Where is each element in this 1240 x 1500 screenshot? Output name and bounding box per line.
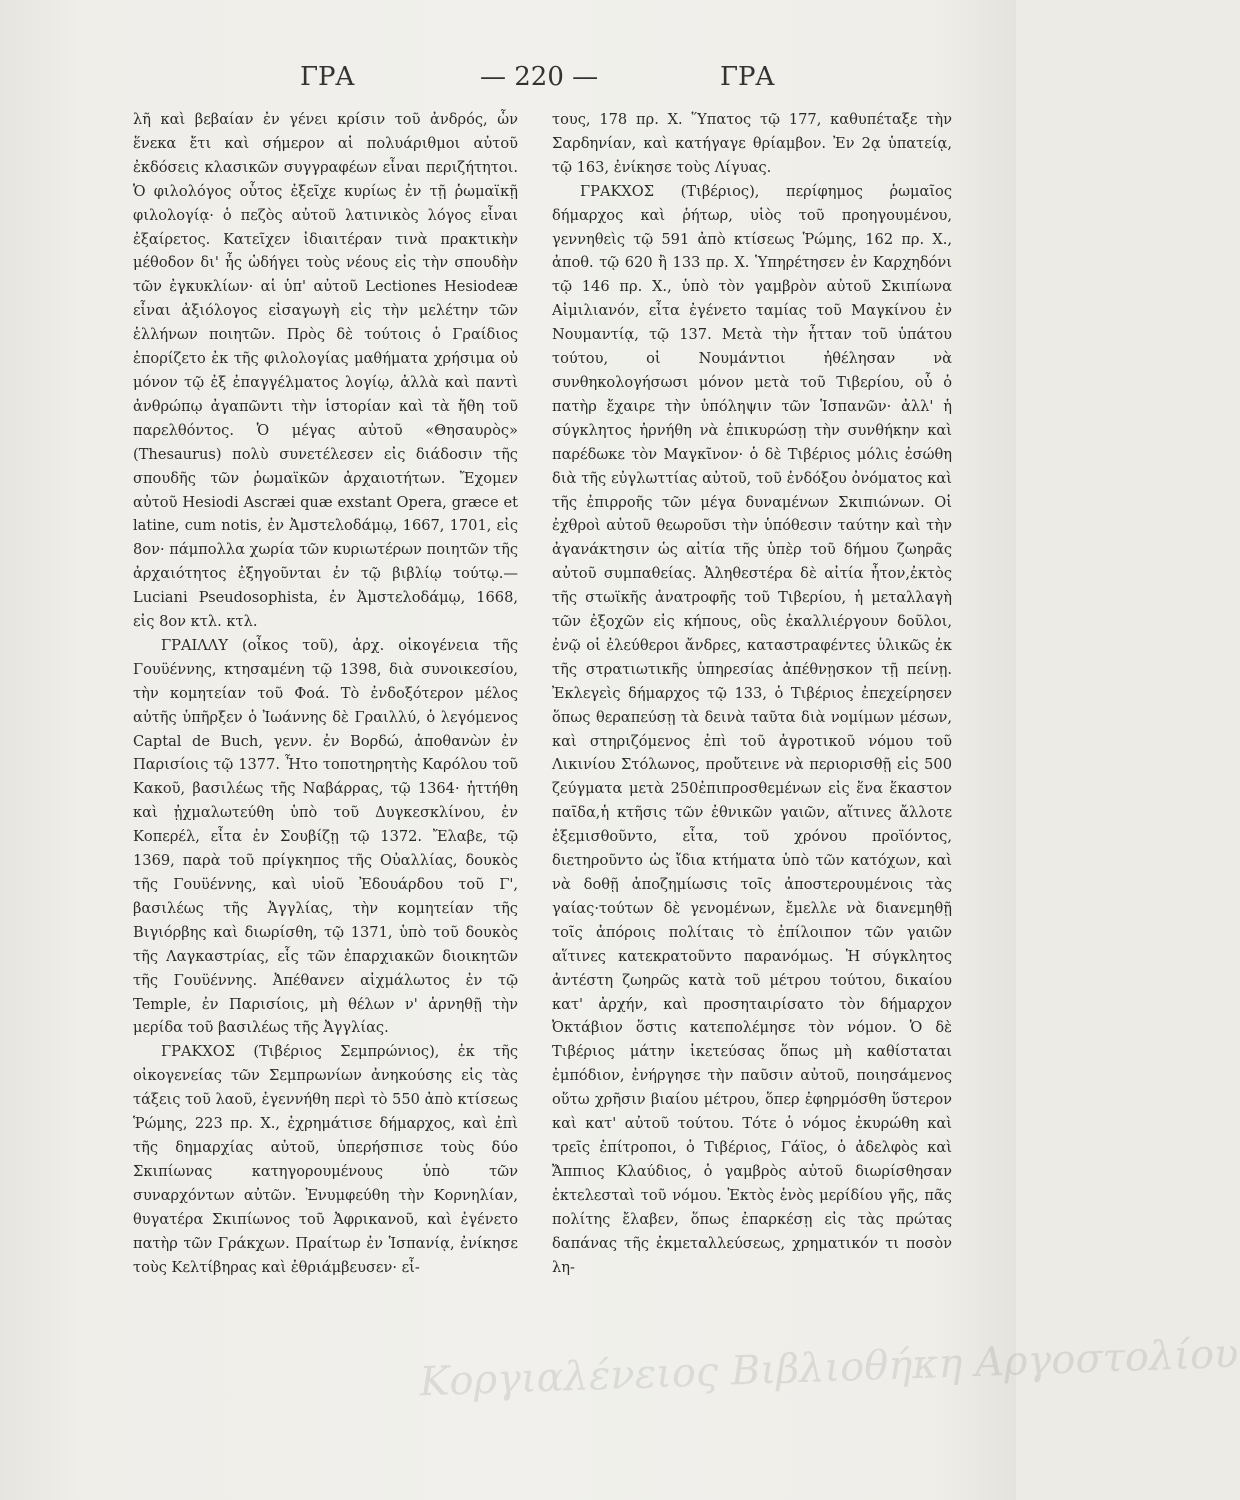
entry-continuation: λῆ καὶ βεβαίαν ἐν γένει κρίσιν τοῦ ἀνδρός, ὧν ἕνεκα ἔτι καὶ σήμερον αἱ πολυάριθμοι αὐτοῦ ἐκδόσεις κλασικῶν συγγραφέων εἶναι περιζήτητοι. Ὁ φιλολόγος οὗτος ἐξεῖχε κυρίως ἐν τῇ ῥωμαϊκῇ φιλολογίᾳ· ὁ πεζὸς αὐτοῦ λατινικὸς λόγος εἶναι ἐξαίρετος. Κατεῖχεν ἰδιαιτέραν τινὰ πρακτικὴν μέθοδον δι' ἧς ὡδήγει τοὺς νέους εἰς τὴν σπουδὴν τῶν ἐγκυκλίων· αἱ ὑπ' αὐτοῦ Lectiones Hesiodeæ εἶναι ἀξιόλογος εἰσαγωγὴ εἰς τὴν μελέτην τῶν ἑλλήνων ποιητῶν. Πρὸς δὲ τούτοις ὁ Γραίδιος ἐπορίζετο ἐκ τῆς φιλολογίας μαθήματα χρήσιμα οὐ μόνον τῷ ἐξ ἐπαγγέλματος λογίῳ, ἀλλὰ καὶ παντὶ ἀνθρώπῳ ἀγαπῶντι τὴν ἱστορίαν καὶ τὰ ἤθη τοῦ παρελθόντος. Ὁ μέγας αὐτοῦ «Θησαυρὸς» (Thesaurus) πολὺ συνετέλεσεν εἰς διάδοσιν τῆς σπουδῆς τῶν ῥωμαϊκῶν ἀρχαιοτήτων. Ἔχομεν αὐτοῦ Hesiodi Ascræi quæ exstant Opera, græce et latine, cum notis, ἐν Ἀμστελοδάμῳ, 1667, 1701, εἰς 8ον· πάμπολλα χωρία τῶν κυριωτέρων ποιητῶν τῆς ἀρχαιότητος ἐξηγοῦνται ἐν τῷ βιβλίῳ τούτῳ.— Luciani Pseudosophista, ἐν Ἀμστελοδάμῳ, 1668, εἰς 8ον κτλ. κτλ. (133, 111, 518, 631)
column-divider (534, 108, 535, 1428)
entry-grakchos-tiberios: ΓΡΑΚΧΟΣ (Τιβέριος), περίφημος ῥωμαῖος δήμαρχος καὶ ῥήτωρ, υἱὸς τοῦ προηγουμένου, γεννηθεὶς τῷ 591 ἀπὸ κτίσεως Ῥώμης, 162 πρ. Χ., ἀποθ. τῷ 620 ἢ 133 πρ. Χ. Ὑπηρέτησεν ἐν Καρχηδόνι τῷ 146 πρ. Χ., ὑπὸ τὸν γαμβρὸν αὐτοῦ Σκιπίωνα Αἰμιλιανόν, εἶτα ἐγένετο ταμίας τοῦ Μαγκίνου ἐν Νουμαντίᾳ, τῷ 137. Μετὰ τὴν ἧτταν τοῦ ὑπάτου τούτου, οἱ Νουμάντιοι ἠθέλησαν νὰ συνθηκολογήσωσι μόνον μετὰ τοῦ Τιβερίου, οὗ ὁ πατὴρ ἔχαιρε τὴν ὑπόληψιν τῶν Ἱσπανῶν· ἀλλ' ἡ σύγκλητος ἠρνήθη νὰ ἐπικυρώσῃ τὴν συνθήκην καὶ παρέδωκε τὸν Μαγκῖνον· ὁ δὲ Τιβέριος μόλις ἐσώθη διὰ τῆς εὐγλωττίας αὐτοῦ, τοῦ ἐνδόξου ὀνόματος καὶ τῆς ἐπιρροῆς τῶν μέγα δυναμένων Σκιπιώνων. Οἱ ἐχθροὶ αὐτοῦ θεωροῦσι τὴν ὑπόθεσιν ταύτην καὶ τὴν ἀγανάκτησιν ὡς αἰτία τῆς ὑπὲρ τοῦ δήμου ζωηρᾶς αὐτοῦ συμπαθείας. Ἀληθεστέρα δὲ αἰτία ἦτον,ἐκτὸς τῆς στωϊκῆς ἀνατροφῆς τοῦ Τιβερίου, ἡ μεταλλαγὴ τῶν ἐξοχῶν εἰς κήπους, οὓς ἐκαλλιέργουν δοῦλοι, ἐνῷ οἱ ἐλεύθεροι ἄνδρες, καταστραφέντες ὑλικῶς ἐκ τῆς στρατιωτικῆς ὑπηρεσίας ἀπέθνῃσκον τῇ πείνῃ. Ἐκλεγεὶς δήμαρχος τῷ 133, ὁ Τιβέριος ἐπεχείρησεν ὅπως θεραπεύσῃ τὰ δεινὰ ταῦτα διὰ νομίμων μέσων, καὶ στηριζόμενος ἐπὶ τοῦ ἀγροτικοῦ νόμου τοῦ Λικινίου Στόλωνος, προὔτεινε νὰ περιορισθῇ εἰς 500 ζεύγματα μετὰ 250ἐπιπροσθεμένων εἰς ἕνα ἕκαστον παῖδα,ἡ κτῆσις τῶν ἐθνικῶν γαιῶν, αἵτινες ἄλλοτε ἐξεμισθοῦντο, εἶτα, τοῦ χρόνου προϊόντος, διετηροῦντο ὡς ἴδια κτήματα ὑπὸ τῶν κατόχων, καὶ νὰ δοθῇ ἀποζημίωσις τοῖς ἀποστερουμένοις τὰς γαίας·τούτων δὲ γενομένων, ἔμελλε νὰ διανεμηθῇ τοῖς ἀπόροις πολίταις τὸ ἐπίλοιπον τῶν γαιῶν αἵτινες κατεκρατοῦντο παρανόμως. Ἡ σύγκλητος ἀντέστη ζωηρῶς κατὰ τοῦ μέτρου τούτου, δικαίου κατ' ἀρχήν, καὶ προσηταιρίσατο τὸν δήμαρχον Ὀκτάβιον ὅστις κατεπολέμησε τὸν νόμον. Ὁ δὲ Τιβέριος μάτην ἱκετεύσας ὅπως μὴ καθίσταται ἐμπόδιον, ἐνήργησε τὴν παῦσιν αὐτοῦ, ποιησάμενος οὕτω χρῆσιν βιαίου μέτρου, ὅπερ ἐφηρμόσθη ὕστερον καὶ κατ' αὐτοῦ τούτου. Τότε ὁ νόμος ἐκυρώθη καὶ τρεῖς ἐπίτροποι, ὁ Τιβέριος, Γάϊος, ὁ ἀδελφὸς καὶ Ἄππιος Κλαύδιος, ὁ γαμβρὸς αὐτοῦ διωρίσθησαν ἐκτελεσταὶ τοῦ νόμου. Ἐκτὸς ἑνὸς μερίδίου γῆς, πᾶς πολίτης ἔλαβεν, ὅπως ἐπαρκέσῃ εἰς τὰς πρώτας δαπάνας τῆς ἐκμεταλλεύσεως, χρηματικόν τι ποσὸν λη- (552, 182, 952, 1276)
running-head-left: ΓΡΑ (300, 62, 355, 92)
entry-continuation-right: τους, 178 πρ. Χ. Ὕπατος τῷ 177, καθυπέταξε τὴν Σαρδηνίαν, καὶ κατήγαγε θρίαμβον. Ἐν 2ᾳ ὑπατείᾳ, τῷ 163, ἐνίκησε τοὺς Λίγυας. (552, 111, 952, 176)
page-header (120, 62, 920, 102)
page-number: — 220 — (480, 62, 599, 92)
running-head-right: ΓΡΑ (720, 62, 775, 92)
library-watermark: Κοργιαλένειος Βιβλιοθήκη Αργοστολίου (418, 1330, 1240, 1406)
entry-graillu: ΓΡΑΙΛΛΥ (οἶκος τοῦ), ἀρχ. οἰκογένεια τῆς Γουϋέννης, κτησαμένη τῷ 1398, διὰ συνοικεσίου, τὴν κομητείαν τοῦ Φοά. Τὸ ἐνδοξότερον μέλος αὐτῆς ὑπῆρξεν ὁ Ἰωάννης δὲ Γραιλλύ, ὁ λεγόμενος Captal de Buch, γενν. ἐν Βορδώ, ἀποθανὼν ἐν Παρισίοις τῷ 1377. Ἦτο τοποτηρητὴς Καρόλου τοῦ Κακοῦ, βασιλέως τῆς Ναβάρρας, τῷ 1364· ἡττήθη καὶ ᾐχμαλωτεύθη ὑπὸ τοῦ Δυγκεσκλίνου, ἐν Κοπερέλ, εἶτα ἐν Σουβίζῃ τῷ 1372. Ἔλαβε, τῷ 1369, παρὰ τοῦ πρίγκηπος τῆς Οὐαλλίας, δουκὸς τῆς Γουϋέννης, καὶ υἱοῦ Ἐδουάρδου τοῦ Γ', βασιλέως τῆς Ἀγγλίας, τὴν κομητείαν τῆς Βιγιόρβης καὶ διωρίσθη, τῷ 1371, ὑπὸ τοῦ δουκὸς τῆς Λαγκαστρίας, εἷς τῶν ἐπαρχιακῶν διοικητῶν τῆς Γουϋέννης. Ἀπέθανεν αἰχμάλωτος ἐν τῷ Temple, ἐν Παρισίοις, μὴ θέλων ν' ἀρνηθῇ τὴν μερίδα τοῦ βασιλέως τῆς Ἀγγλίας. (133, 636, 518, 1037)
right-column (552, 108, 952, 1279)
entry-grakchos-sempronios: ΓΡΑΚΧΟΣ (Τιβέριος Σεμπρώνιος), ἐκ τῆς οἰκογενείας τῶν Σεμπρωνίων ἀνηκούσης εἰς τὰς τάξεις τοῦ λαοῦ, ἐγεννήθη περὶ τὸ 550 ἀπὸ κτίσεως Ῥώμης, 223 πρ. Χ., ἐχρημάτισε δήμαρχος, καὶ ἐπὶ τῆς δημαρχίας αὐτοῦ, ὑπερήσπισε τοὺς δύο Σκιπίωνας κατηγορουμένους ὑπὸ τῶν συναρχόντων αὐτῶν. Ἐνυμφεύθη τὴν Κορνηλίαν, θυγατέρα Σκιπίωνος τοῦ Ἀφρικανοῦ, καὶ ἐγένετο πατὴρ τῶν Γράκχων. Πραίτωρ ἐν Ἱσπανίᾳ, ἐνίκησε τοὺς Κελτίβηρας καὶ ἐθριάμβευσεν· εἶ- (133, 1043, 518, 1276)
left-column (133, 108, 518, 1279)
